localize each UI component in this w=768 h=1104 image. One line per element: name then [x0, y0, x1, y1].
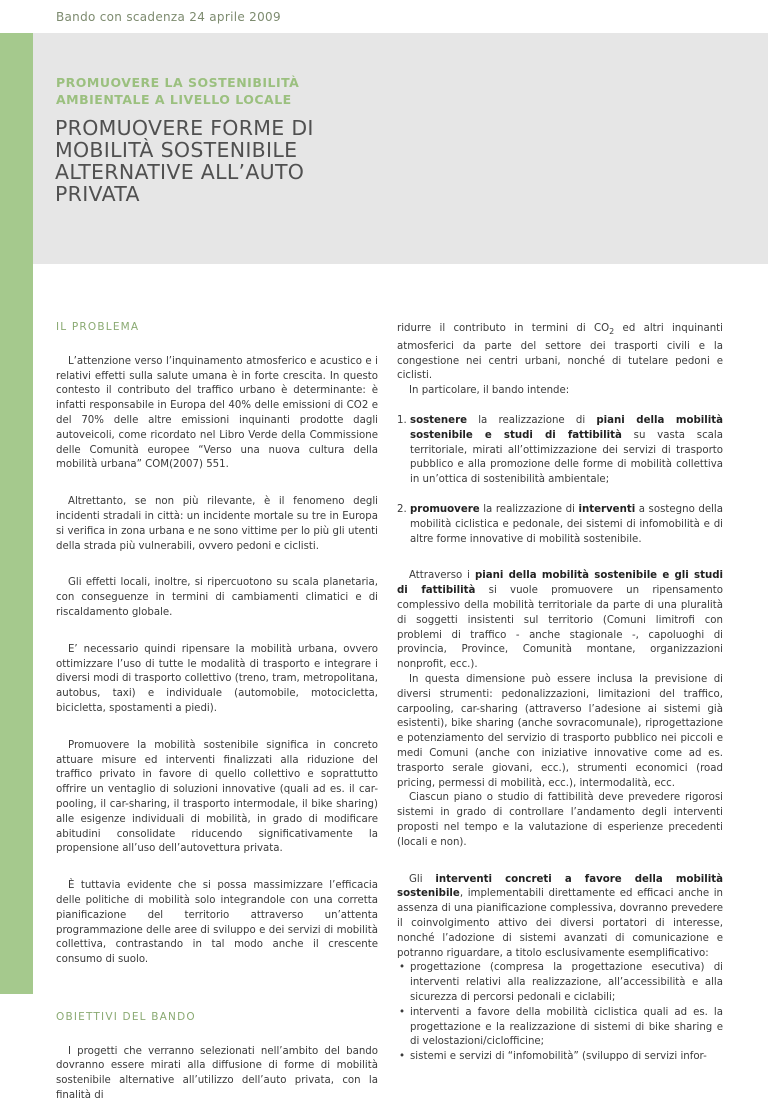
left-column [56, 320, 378, 1104]
objectives-list [397, 414, 723, 547]
paragraph: Gli effetti locali, inoltre, si ripercuotono su scala planetaria, con conseguenze in termini di cambiamenti climatici e di riscaldamento globale. [56, 577, 378, 618]
right-column [397, 322, 723, 1065]
deadline-text: Bando con scadenza 24 aprile 2009 [56, 10, 281, 24]
paragraph: È tuttavia evidente che si possa massimizzare l’efficacia delle politiche di mobilità solo integrandole con una corretta pianificazione del territorio attraverso un’attenta programmazione delle aree di sviluppo e dei servizi di mobilità collettiva, contrastando in tal modo anche il crescente consumo di suolo. [56, 880, 378, 966]
page-title: PROMUOVERE FORME DI MOBILITÀ SOSTENIBILE ALTERNATIVE ALL’AUTO PRIVATA [55, 116, 314, 206]
list-item: • sistemi e servizi di “infomobilità” (sviluppo di servizi infor- [399, 1051, 707, 1063]
paragraph: L’attenzione verso l’inquinamento atmosferico e acustico e i relativi effetti sulla salute umana è in forte crescita. In questo contesto il contributo del traffico urbano è determinante: è infatti responsabile in Europa del 40% delle emissioni di CO2 e del 70% delle altre emissioni inquinanti prodotte dagli autoveicoli, come ricordato nel Libro Verde della Commissione delle Comunità europee “Verso una nuova cultura della mobilità urbana” COM(2007) 551. [56, 355, 378, 471]
examples-list [397, 961, 723, 1065]
paragraph: In questa dimensione può essere inclusa la previsione di diversi strumenti: pedonalizzazioni, limitazioni del traffico, carpooling, car-sharing (attraverso l’adesione ai sistemi già esistenti), bike sharing (anche sovracomunale), riprogettazione e potenziamento del servizio di trasporto pubblico nei piccoli e medi Comuni (anche con iniziative innovative come ad es. trasporto serale giovani, ecc.), strumenti economici (road pricing, permessi di mobilità, ecc.), intermodalità, ecc. [397, 673, 723, 789]
heading-problema: IL PROBLEMA [56, 321, 140, 333]
paragraph: Altrettanto, se non più rilevante, è il fenomeno degli incidenti stradali in città: un incidente mortale su tre in Europa si verifica in zona urbana e ne sono vittime per lo più gli utenti della strada più vulnerabili, ovvero pedoni e ciclisti. [56, 496, 378, 552]
top-bar [0, 0, 768, 33]
section-kicker: PROMUOVERE LA SOSTENIBILITÀ AMBIENTALE A LIVELLO LOCALE [56, 75, 300, 107]
paragraph: In particolare, il bando intende: [409, 385, 570, 397]
paragraph: ridurre il contributo in termini di $CO_2$ ed altri inquinanti atmosferici da parte del settore dei trasporti civili e la congestione nei centri urbani, nonché di tutelare pedoni e ciclisti. [397, 323, 724, 382]
list-item: • interventi a favore della mobilità ciclistica quali ad es. la progettazione e la realizzazione di sistemi di bike sharing e di velostazioni/ciclofficine; [399, 1006, 723, 1048]
paragraph: E’ necessario quindi ripensare la mobilità urbana, ovvero ottimizzare l’uso di tutte le modalità di trasporto e integrare i diversi modi di trasporto collettivo (treno, tram, metropolitana, autobus, taxi) e individuale (automobile, motocicletta, bicicletta, spostamenti a piedi). [56, 643, 378, 714]
list-item: 2. promuovere la realizzazione di interventi a sostegno della mobilità ciclistica e pedonale, dei sistemi di infomobilità e di altre forme innovative di mobilità sostenibile. [397, 504, 723, 545]
paragraph: Ciascun piano o studio di fattibilità deve prevedere rigorosi sistemi in grado di controllare l’andamento degli interventi proposti nel tempo e la valutazione di esperienze precedenti (locali e non). [397, 792, 723, 848]
list-item: • progettazione (compresa la progettazione esecutiva) di interventi relativi alla realizzazione, all’accessibilità e alla sicurezza di percorsi pedonali e ciclabili; [399, 962, 723, 1003]
paragraph: Gli interventi concreti a favore della mobilità sostenibile, implementabili direttamente ed efficaci anche in assenza di una pianificazione complessiva, dovranno prevedere il coinvolgimento attivo dei diversi portatori di interesse, nonché l’adozione di sistemi avanzati di comunicazione e potranno riguardare, a titolo esclusivamente esemplificativo: [397, 873, 723, 959]
left-accent-strip [0, 33, 33, 994]
list-item: 1. sostenere la realizzazione di piani della mobilità sostenibile e studi di fattibilità su vasta scala territoriale, mirati all’ottimizzazione dei servizi di trasporto pubblico e alla promozione delle forme di mobilità collettiva in un’ottica di sostenibilità ambientale; [397, 415, 723, 486]
paragraph: Attraverso i piani della mobilità sostenibile e gli studi di fattibilità si vuole promuovere un ripensamento complessivo della mobilità territoriale da parte di una pluralità di soggetti insistenti sul territorio (Comuni limitrofi con problemi di traffico - anche stagionale -, capoluoghi di provincia, Province, Comunità montane, organizzazioni nonprofit, ecc.). [397, 570, 723, 671]
paragraph: I progetti che verranno selezionati nell’ambito del bando dovranno essere mirati alla diffusione di forme di mobilità sostenibile alternative all’utilizzo dell’auto privata, con la finalità di [56, 1045, 378, 1102]
paragraph: Promuovere la mobilità sostenibile significa in concreto attuare misure ed interventi finalizzati alla riduzione del traffico privato in favore di quello collettivo e soprattutto offrire un ventaglio di soluzioni innovative (quali ad es. il car-pooling, il car-sharing, il trasporto intermodale, il bike sharing) alle esigenze individuali di mobilità, in grado di modificare abitudini consolidate riducendo significativamente la propensione all’uso dell’autovettura privata. [56, 739, 378, 855]
heading-obiettivi: OBIETTIVI DEL BANDO [56, 1010, 196, 1023]
